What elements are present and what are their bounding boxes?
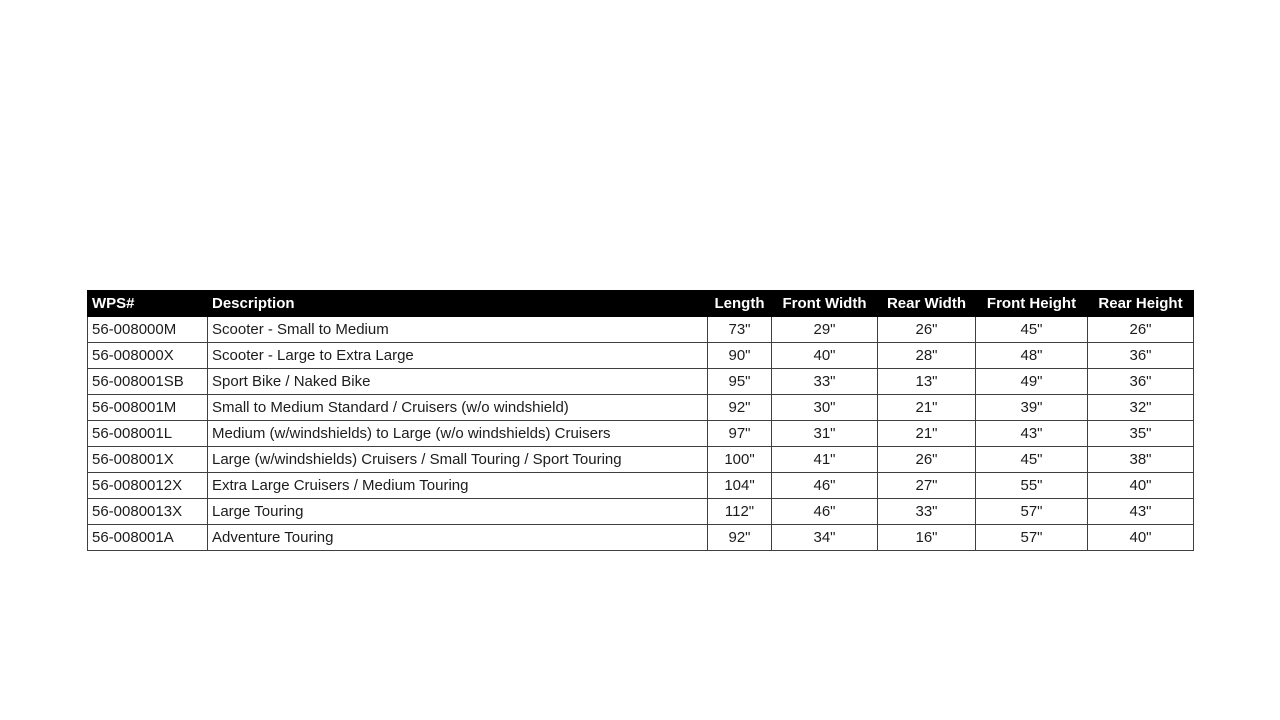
cell-length: 100" [708, 447, 772, 473]
cell-description: Small to Medium Standard / Cruisers (w/o windshield) [208, 395, 708, 421]
cell-front_width: 46" [772, 499, 878, 525]
cell-description: Large (w/windshields) Cruisers / Small Touring / Sport Touring [208, 447, 708, 473]
cell-length: 90" [708, 343, 772, 369]
table-row [88, 317, 1194, 343]
table-header [88, 291, 1194, 317]
table-row [88, 343, 1194, 369]
cell-wps: 56-008001M [88, 395, 208, 421]
table-row [88, 447, 1194, 473]
column-header-rear_height: Rear Height [1088, 291, 1194, 317]
cell-front_width: 41" [772, 447, 878, 473]
cell-wps: 56-008001SB [88, 369, 208, 395]
cell-rear_height: 40" [1088, 525, 1194, 551]
cell-description: Scooter - Large to Extra Large [208, 343, 708, 369]
cell-description: Medium (w/windshields) to Large (w/o windshields) Cruisers [208, 421, 708, 447]
column-header-front_width: Front Width [772, 291, 878, 317]
cell-front_height: 57" [976, 499, 1088, 525]
cell-wps: 56-008001L [88, 421, 208, 447]
column-header-length: Length [708, 291, 772, 317]
cell-wps: 56-008000X [88, 343, 208, 369]
cell-length: 104" [708, 473, 772, 499]
cell-rear_width: 13" [878, 369, 976, 395]
cell-description: Sport Bike / Naked Bike [208, 369, 708, 395]
cell-rear_height: 36" [1088, 343, 1194, 369]
cell-rear_width: 28" [878, 343, 976, 369]
cell-front_width: 34" [772, 525, 878, 551]
cell-length: 97" [708, 421, 772, 447]
cell-rear_height: 40" [1088, 473, 1194, 499]
cell-length: 95" [708, 369, 772, 395]
cell-rear_width: 16" [878, 525, 976, 551]
table-row [88, 473, 1194, 499]
cell-wps: 56-008000M [88, 317, 208, 343]
table-row [88, 421, 1194, 447]
cell-rear_width: 33" [878, 499, 976, 525]
cell-rear_width: 21" [878, 395, 976, 421]
cell-rear_height: 38" [1088, 447, 1194, 473]
cell-front_width: 31" [772, 421, 878, 447]
cell-description: Scooter - Small to Medium [208, 317, 708, 343]
cell-front_height: 55" [976, 473, 1088, 499]
cell-description: Adventure Touring [208, 525, 708, 551]
cell-rear_height: 35" [1088, 421, 1194, 447]
cell-front_height: 39" [976, 395, 1088, 421]
cell-rear_width: 27" [878, 473, 976, 499]
cell-front_height: 43" [976, 421, 1088, 447]
cell-wps: 56-008001X [88, 447, 208, 473]
cell-front_width: 46" [772, 473, 878, 499]
cell-front_height: 48" [976, 343, 1088, 369]
column-header-front_height: Front Height [976, 291, 1088, 317]
table-row [88, 525, 1194, 551]
cell-rear_height: 36" [1088, 369, 1194, 395]
cell-length: 73" [708, 317, 772, 343]
column-header-description: Description [208, 291, 708, 317]
cell-wps: 56-0080013X [88, 499, 208, 525]
cell-front_height: 57" [976, 525, 1088, 551]
cell-front_height: 45" [976, 447, 1088, 473]
cell-rear_width: 21" [878, 421, 976, 447]
cell-description: Extra Large Cruisers / Medium Touring [208, 473, 708, 499]
cell-front_height: 49" [976, 369, 1088, 395]
header-row [88, 291, 1194, 317]
column-header-wps: WPS# [88, 291, 208, 317]
cell-front_width: 30" [772, 395, 878, 421]
column-header-rear_width: Rear Width [878, 291, 976, 317]
cell-front_height: 45" [976, 317, 1088, 343]
cell-length: 92" [708, 525, 772, 551]
table-body [88, 317, 1194, 551]
cell-rear_height: 43" [1088, 499, 1194, 525]
cell-length: 112" [708, 499, 772, 525]
cell-length: 92" [708, 395, 772, 421]
table-row [88, 369, 1194, 395]
cell-wps: 56-0080012X [88, 473, 208, 499]
size-chart [87, 290, 1194, 551]
cell-rear_height: 32" [1088, 395, 1194, 421]
cell-rear_width: 26" [878, 447, 976, 473]
size-chart-table [87, 290, 1194, 551]
cell-front_width: 33" [772, 369, 878, 395]
cell-front_width: 40" [772, 343, 878, 369]
table-row [88, 395, 1194, 421]
cell-front_width: 29" [772, 317, 878, 343]
table-row [88, 499, 1194, 525]
cell-wps: 56-008001A [88, 525, 208, 551]
cell-rear_height: 26" [1088, 317, 1194, 343]
cell-description: Large Touring [208, 499, 708, 525]
cell-rear_width: 26" [878, 317, 976, 343]
